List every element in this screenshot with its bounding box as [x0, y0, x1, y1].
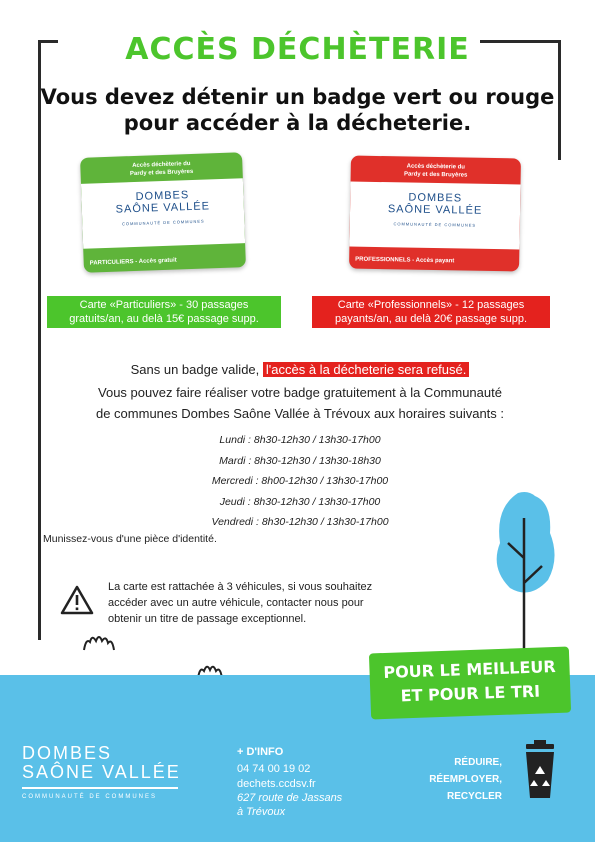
hours-wednesday: Mercredi : 8h00-12h30 / 13h30-17h00	[211, 475, 389, 487]
slogan-banner	[369, 647, 571, 720]
footer-actions	[412, 754, 502, 805]
card-brand-line-2: SAÔNE VALLÉE	[115, 200, 211, 216]
info-address-2: à Trévoux	[237, 806, 286, 818]
grass-illustration	[80, 632, 120, 652]
card-top-line-2: Pardy et des Bruyères	[129, 168, 194, 178]
card-top-line-2: Pardy et des Bruyères	[403, 171, 468, 179]
action-recycle: RECYCLER	[446, 791, 502, 802]
footer-logo-line-1: DOMBES	[22, 743, 113, 763]
red-caption-line-2: payants/an, au delà 20€ passage supp.	[334, 313, 528, 325]
notice-line-2: Vous pouvez faire réaliser votre badge gratuitement à la Communauté	[98, 385, 502, 400]
recycle-bin-icon	[518, 740, 562, 802]
slogan-line-1: POUR LE MEILLEUR	[383, 657, 556, 683]
warning-line-2: accéder avec un autre véhicule, contacter nous pour	[108, 597, 364, 609]
card-bottom-label: PARTICULIERS - Accès gratuit	[89, 257, 177, 267]
identity-note: Munissez-vous d'une pièce d'identité.	[43, 533, 217, 545]
card-brand-line-1: DOMBES	[135, 189, 190, 203]
footer-logo-line-3: COMMUNAUTÉ DE COMMUNES	[22, 794, 157, 800]
notice-line-3: de communes Dombes Saône Vallée à Trévoux aux horaires suivants :	[95, 406, 505, 421]
warning-line-1: La carte est rattachée à 3 véhicules, si vous souhaitez	[108, 581, 373, 593]
green-caption-line-2: gratuits/an, au delà 15€ passage supp.	[69, 313, 259, 325]
card-brand-line-2: SAÔNE VALLÉE	[387, 203, 483, 217]
card-top-text	[80, 158, 242, 180]
card-top-line-1: Accès déchèterie du	[406, 163, 466, 171]
notice-prefix: Sans un badge valide,	[130, 362, 263, 377]
subtitle-line-1: Vous devez détenir un badge vert ou rouge	[40, 85, 555, 109]
page-title: ACCÈS DÉCHÈTERIE	[125, 32, 470, 67]
red-badge-card	[349, 156, 521, 272]
card-top-text	[351, 162, 521, 181]
info-label: + D'INFO	[237, 746, 284, 758]
red-card-caption	[312, 296, 550, 328]
hours-thursday: Jeudi : 8h30-12h30 / 13h30-17h00	[219, 495, 381, 508]
card-bottom-label: PROFESSIONNELS - Accès payant	[355, 256, 455, 265]
notice-line-1	[40, 359, 560, 380]
hours-friday: Vendredi : 8h30-12h30 / 13h30-17h00	[211, 516, 389, 528]
card-brand-line-1: DOMBES	[408, 191, 463, 205]
red-caption-line-1: Carte «Professionnels» - 12 passages	[337, 299, 525, 311]
warning-line-3: obtenir un titre de passage exceptionnel.	[108, 613, 307, 625]
card-brand	[350, 191, 520, 218]
tree-illustration	[490, 488, 560, 658]
card-tagline: COMMUNAUTÉ DE COMMUNES	[121, 218, 205, 227]
subtitle-line-2: pour accéder à la décheterie.	[123, 111, 472, 135]
opening-hours-list	[40, 430, 560, 533]
notice-refused-highlight: l'accès à la décheterie sera refusé.	[263, 362, 469, 377]
vehicle-warning-text	[108, 579, 398, 627]
green-caption-line-1: Carte «Particuliers» - 30 passages	[79, 299, 249, 311]
hours-monday: Lundi : 8h30-12h30 / 13h30-17h00	[219, 434, 381, 446]
slogan-line-2: ET POUR LE TRI	[400, 681, 541, 706]
action-reduce: RÉDUIRE,	[454, 757, 502, 768]
card-top-line-1: Accès déchèterie du	[132, 161, 191, 170]
hours-tuesday: Mardi : 8h30-12h30 / 13h30-18h30	[219, 454, 381, 467]
footer-logo-divider	[22, 787, 178, 789]
card-tagline: COMMUNAUTÉ DE COMMUNES	[393, 221, 477, 228]
info-phone: 04 74 00 19 02	[237, 763, 311, 775]
green-card-caption	[47, 296, 281, 328]
footer-logo-line-2: SAÔNE VALLÉE	[22, 762, 181, 782]
info-website[interactable]: dechets.ccdsv.fr	[237, 778, 316, 790]
green-badge-card	[80, 152, 246, 273]
info-address-1: 627 route de Jassans	[237, 792, 343, 804]
warning-icon	[60, 585, 94, 615]
action-reuse: RÉEMPLOYER,	[429, 774, 502, 785]
page-subtitle	[40, 84, 555, 136]
